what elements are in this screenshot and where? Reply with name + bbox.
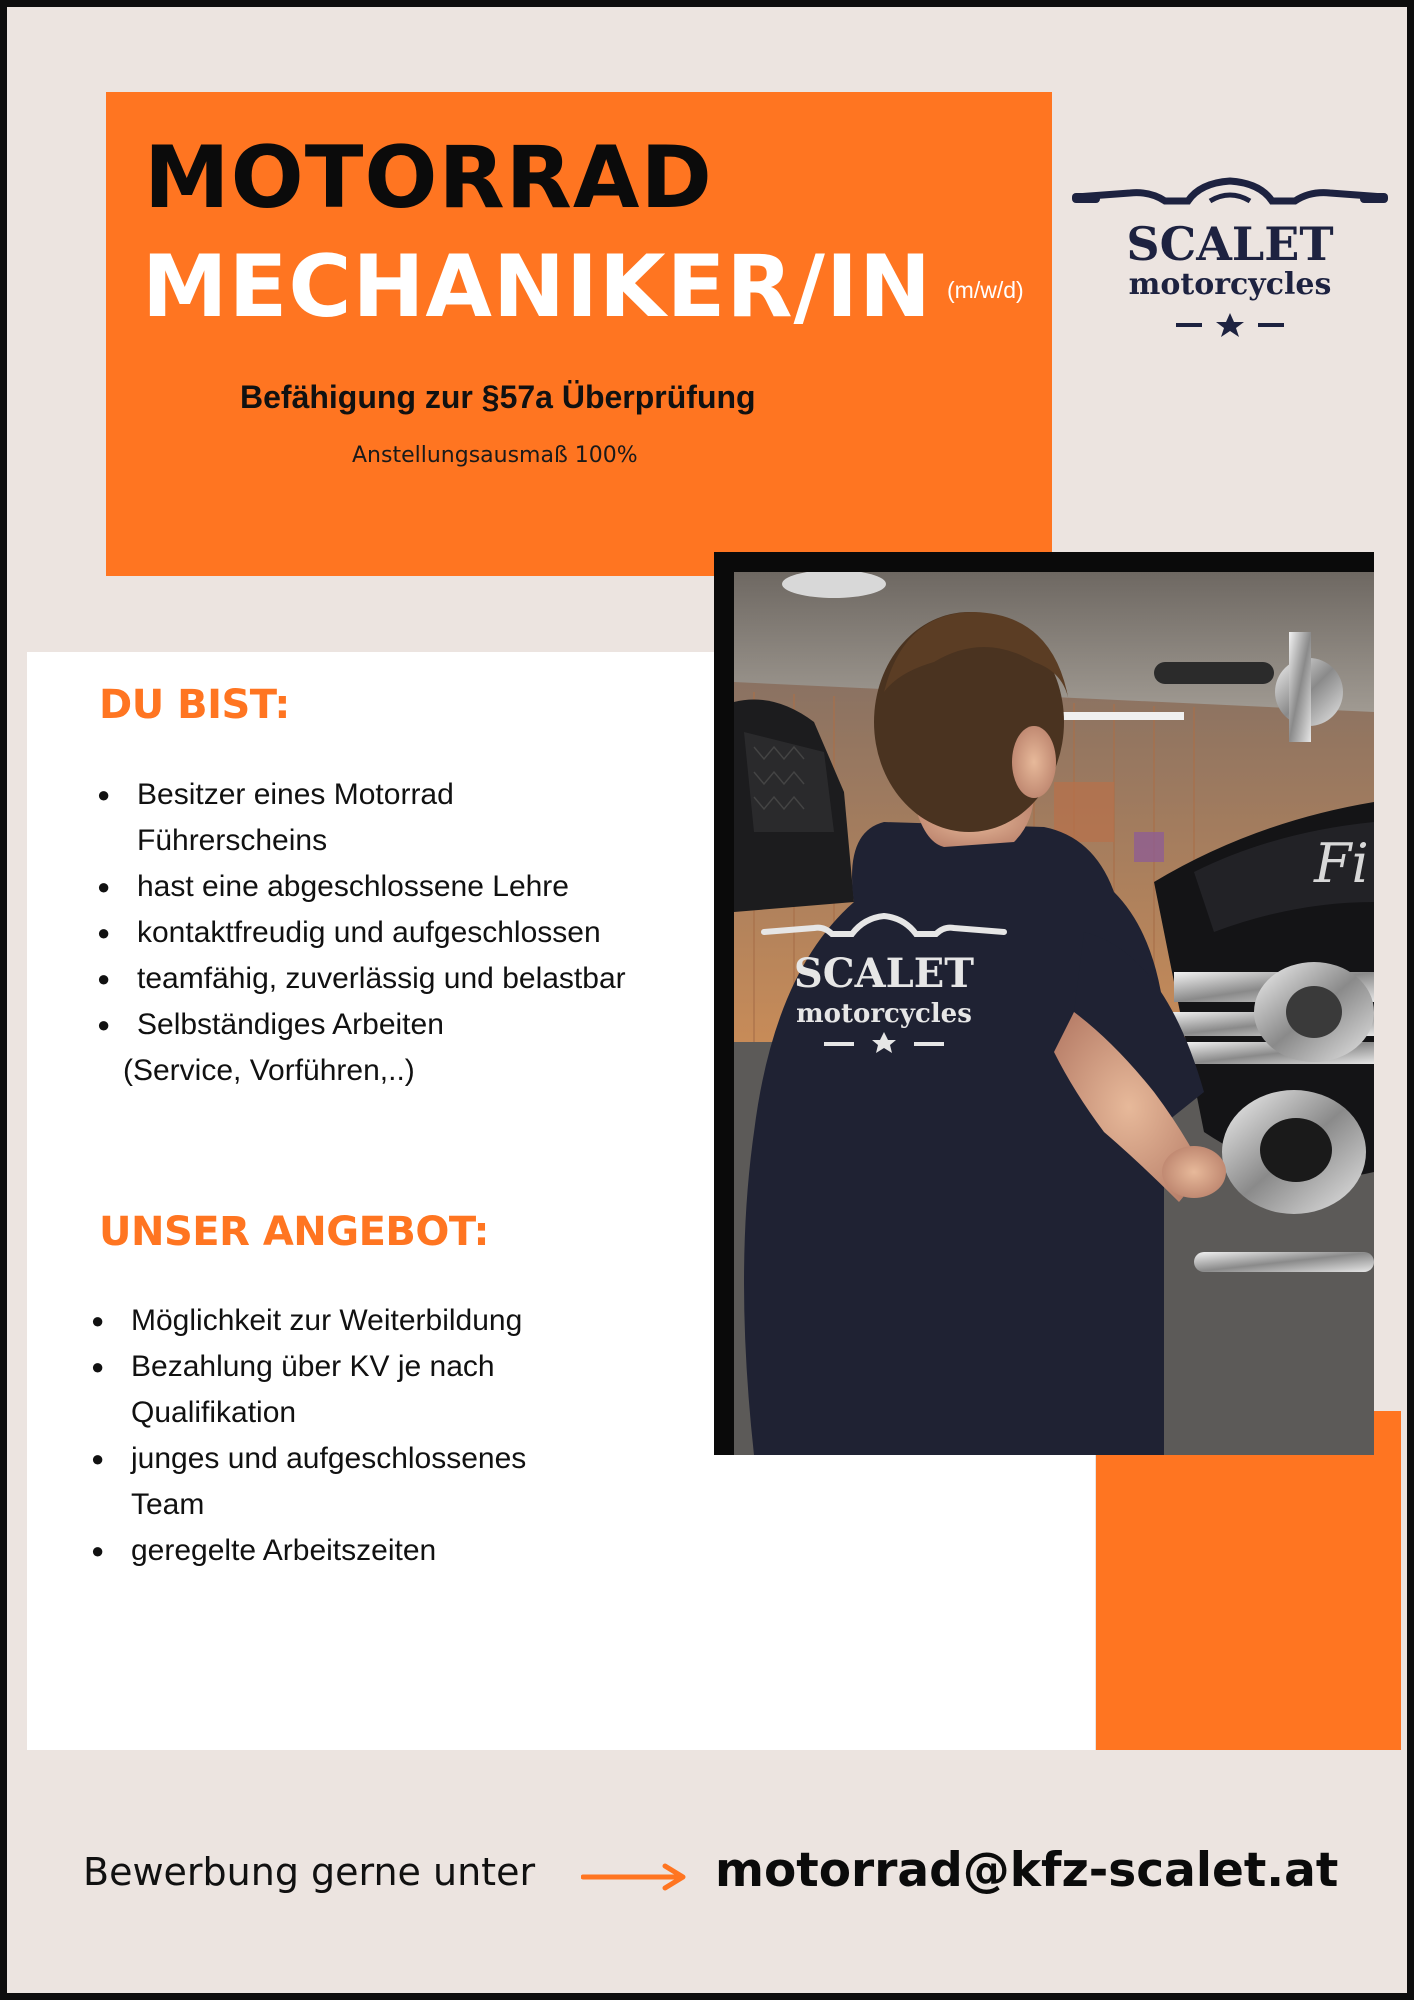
- title-line-1: MOTORRAD: [144, 128, 713, 228]
- mechanic-photo: [734, 572, 1374, 1455]
- logo-tagline: motorcycles: [1128, 267, 1332, 302]
- gender-note: (m/w/d): [947, 277, 1024, 303]
- contact-email-link[interactable]: motorrad@kfz-scalet.at: [715, 1843, 1339, 1898]
- angebot-heading: UNSER ANGEBOT:: [99, 1209, 489, 1255]
- du-bist-list: [97, 772, 697, 1094]
- accent-block: [1096, 1411, 1401, 1750]
- list-item: ● Möglichkeit zur Weiterbildung: [91, 1304, 523, 1337]
- motorcycle-badge: Fi: [1314, 832, 1369, 895]
- list-item: ● Selbständiges Arbeiten (Service, Vorführen,..): [97, 1008, 444, 1087]
- du-bist-heading: DU BIST:: [99, 682, 290, 728]
- logo-name: SCALET: [1126, 217, 1334, 271]
- qualification-subtitle: Befähigung zur §57a Überprüfung: [240, 379, 756, 415]
- company-logo: [1070, 175, 1390, 345]
- title-line-2: MECHANIKER/IN: [142, 237, 932, 337]
- list-item: ● Bezahlung über KV je nach Qualifikation: [91, 1350, 495, 1429]
- angebot-list: [91, 1298, 651, 1574]
- shirt-logo-name: SCALET: [793, 950, 975, 997]
- list-item: ● teamfähig, zuverlässig und belastbar: [97, 962, 626, 995]
- shirt-logo-tagline: motorcycles: [796, 999, 972, 1029]
- list-item: ● kontaktfreudig und aufgeschlossen: [97, 916, 601, 949]
- list-item: ● geregelte Arbeitszeiten: [91, 1534, 437, 1567]
- list-item: ● junges und aufgeschlossenes Team: [91, 1442, 527, 1521]
- mechanic-photo-frame: [714, 552, 1374, 1455]
- arrow-right-icon: [581, 1863, 689, 1891]
- list-item: ● Besitzer eines Motorrad Führerscheins: [97, 778, 454, 857]
- star-icon: [1170, 310, 1290, 340]
- list-item: ● hast eine abgeschlossene Lehre: [97, 870, 569, 903]
- employment-scope: Anstellungsausmaß 100%: [352, 443, 638, 468]
- application-cta: Bewerbung gerne unter: [83, 1850, 536, 1894]
